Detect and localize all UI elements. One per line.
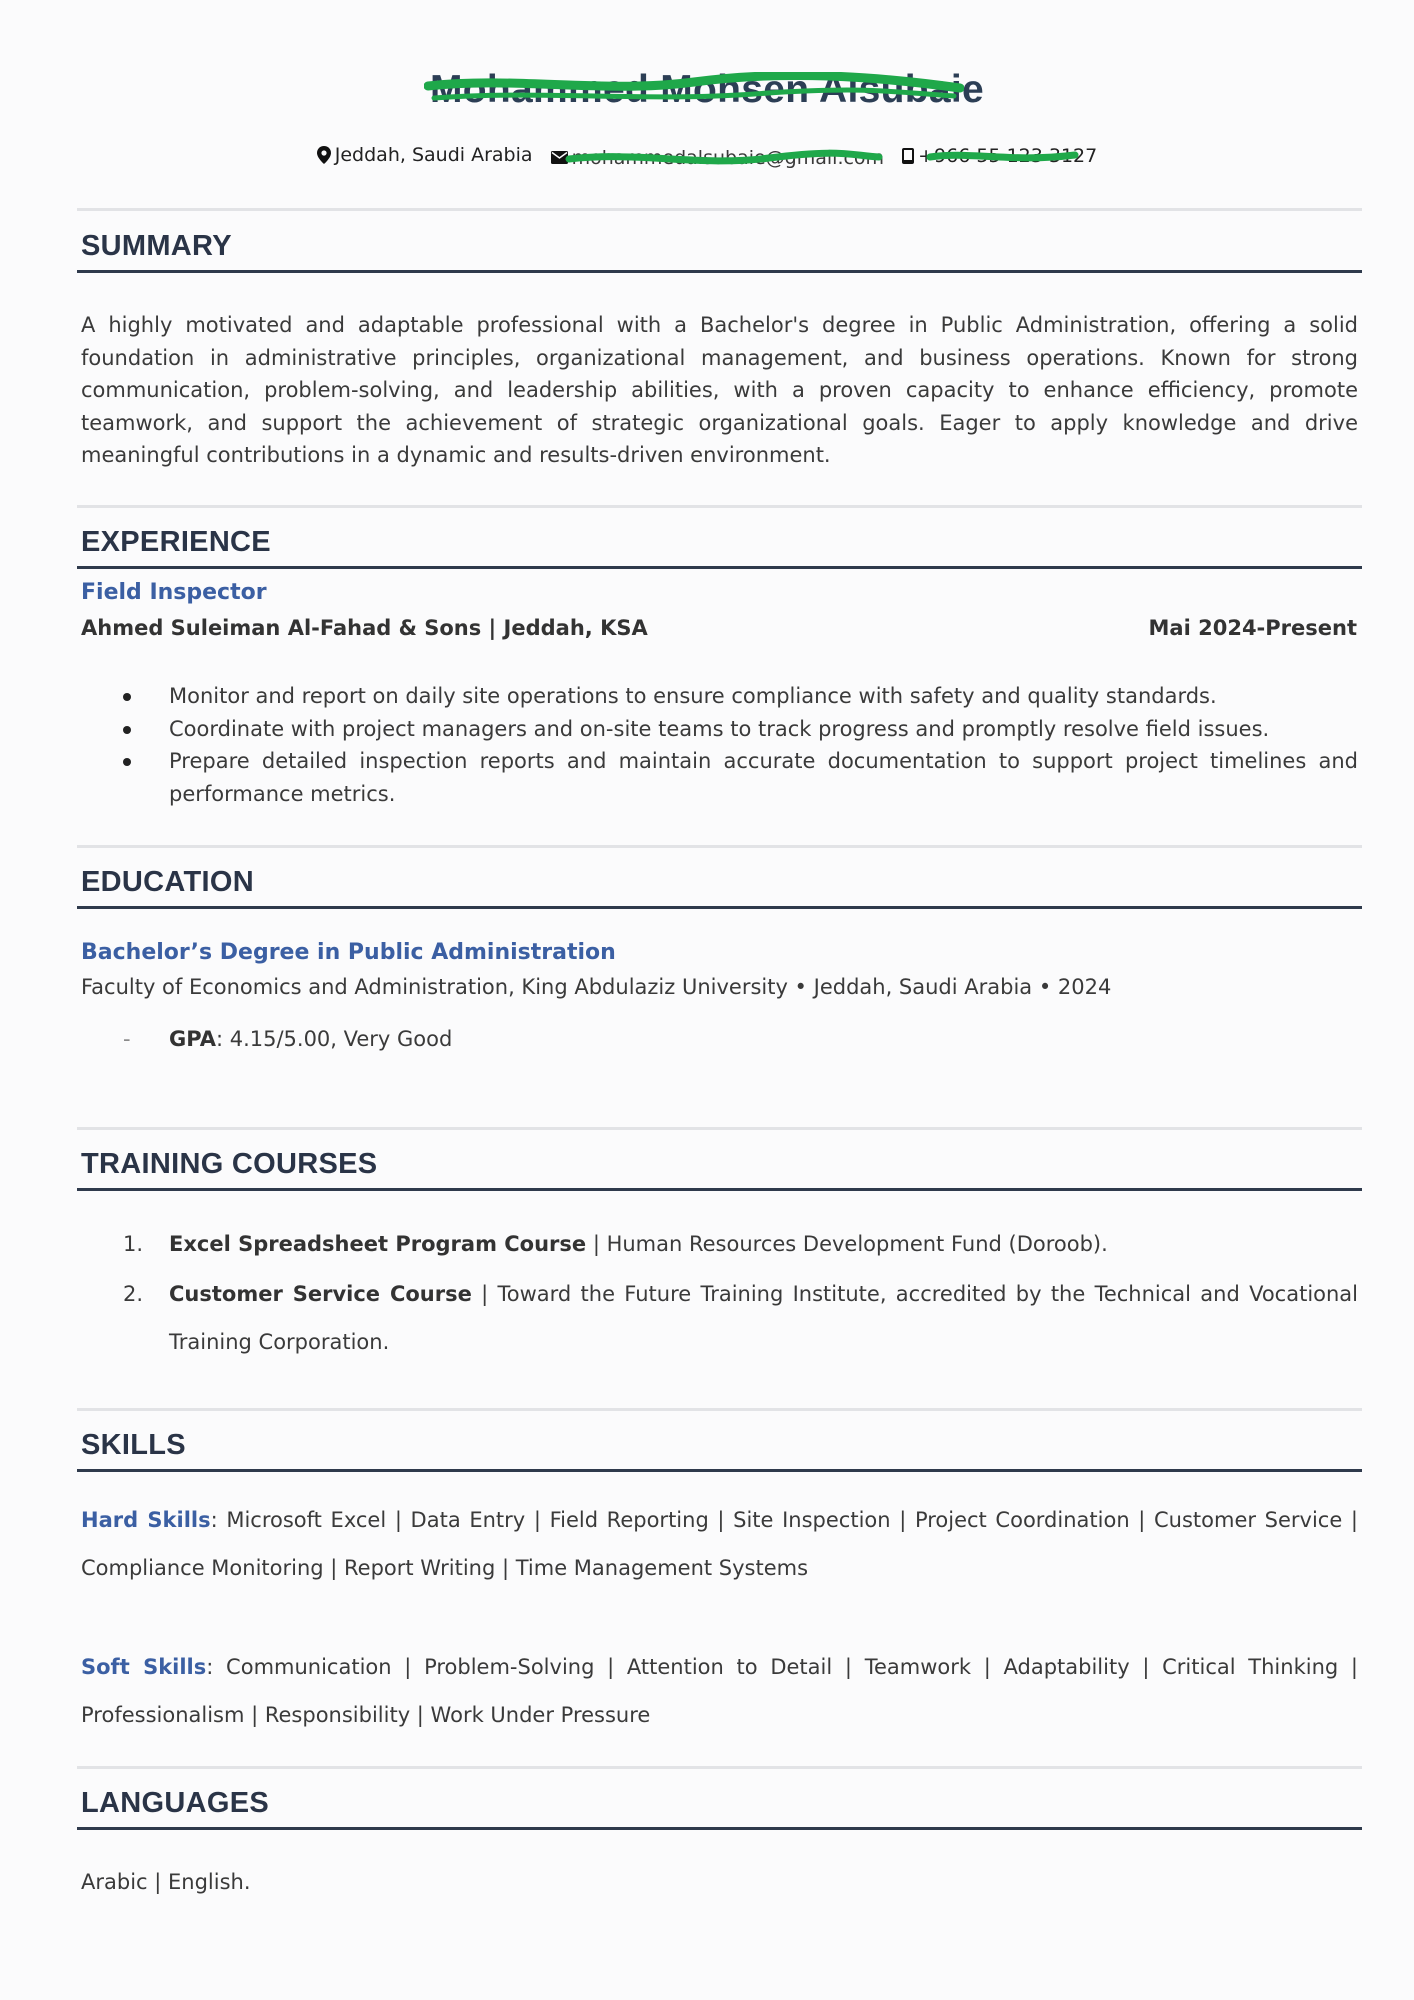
section-title-training: TRAINING COURSES — [81, 1148, 378, 1180]
candidate-name: Mohammed Mohsen Alsubaie — [430, 68, 984, 112]
summary-text: A highly motivated and adaptable professional with a Bachelor's degree in Public Administration, offering a solid foundation in administrative principles, organizational management, and business operations. Known for strong communication, problem-solving, and leadership abilities, with a proven capacity to enhance efficiency, promote teamwork, and support the achievement of strategic organizational goals. Eager to apply knowledge and drive meaningful contributions in a dynamic and results-driven environment. — [81, 313, 1358, 467]
bullet-icon — [123, 758, 131, 766]
phone[interactable]: +966 55 123 3127 — [902, 145, 1097, 167]
section-title-education: EDUCATION — [81, 866, 254, 898]
bullet-icon — [123, 693, 131, 701]
section-rule — [77, 1188, 1362, 1191]
location: Jeddah, Saudi Arabia — [317, 144, 533, 166]
name-header — [0, 68, 1414, 112]
list-item: Monitor and report on daily site operations to ensure compliance with safety and quality standards. — [81, 680, 1358, 713]
divider — [77, 1408, 1362, 1411]
job-title: Field Inspector — [81, 580, 267, 605]
section-rule — [77, 566, 1362, 569]
hard-skills-label: Hard Skills — [81, 1508, 211, 1532]
divider — [77, 1766, 1362, 1769]
list-item: Coordinate with project managers and on-site teams to track progress and promptly resolve field issues. — [81, 713, 1358, 746]
email[interactable]: mohammedalsubaie@gmail.com — [551, 147, 885, 169]
envelope-icon — [551, 151, 568, 164]
bullet-icon — [123, 726, 131, 734]
list-item: Prepare detailed inspection reports and maintain accurate documentation to support project timelines and performance metrics. — [81, 745, 1358, 810]
section-rule — [77, 1469, 1362, 1472]
soft-skills: Soft Skills: Communication | Problem-Solving | Attention to Detail | Teamwork | Adaptability | Critical Thinking | Professionalism | Responsibility | Work Under Pressure — [81, 1655, 1358, 1727]
divider — [77, 505, 1362, 508]
contact-line — [0, 144, 1414, 169]
section-title-experience: EXPERIENCE — [81, 526, 271, 558]
institution-line: Faculty of Economics and Administration, King Abdulaziz University • Jeddah, Saudi Arabia • 2024 — [81, 975, 1112, 999]
divider — [77, 1127, 1362, 1130]
map-pin-icon — [317, 146, 331, 164]
degree-title: Bachelor’s Degree in Public Administration — [81, 940, 616, 965]
languages-text: Arabic | English. — [81, 1870, 251, 1894]
gpa-label: GPA — [169, 1027, 216, 1051]
list-item: 2. Customer Service Course | Toward the Future Training Institute, accredited by the Technical and Vocational Training Corporation. — [123, 1282, 1359, 1354]
mobile-phone-icon — [902, 148, 914, 164]
job-dates: Mai 2024-Present — [1148, 616, 1357, 640]
hard-skills: Hard Skills: Microsoft Excel | Data Entry | Field Reporting | Site Inspection | Project Coordination | Customer Service | Compliance Monitoring | Report Writing | Time Management Systems — [81, 1508, 1358, 1580]
list-item: 1. Excel Spreadsheet Program Course | Human Resources Development Fund (Doroob). — [123, 1232, 1108, 1256]
section-title-skills: SKILLS — [81, 1429, 186, 1461]
section-rule — [77, 1827, 1362, 1830]
section-rule — [77, 270, 1362, 273]
section-title-summary: SUMMARY — [81, 230, 232, 262]
section-rule — [77, 906, 1362, 909]
courses-list — [81, 1220, 1358, 1368]
company-location: Ahmed Suleiman Al-Fahad & Sons | Jeddah, KSA — [81, 616, 648, 640]
responsibilities-list — [81, 680, 1358, 810]
section-title-languages: LANGUAGES — [81, 1787, 269, 1819]
divider — [77, 208, 1362, 211]
dash-bullet: - — [123, 1027, 131, 1051]
divider — [77, 845, 1362, 848]
soft-skills-label: Soft Skills — [81, 1655, 207, 1679]
gpa-value: : 4.15/5.00, Very Good — [215, 1027, 453, 1051]
